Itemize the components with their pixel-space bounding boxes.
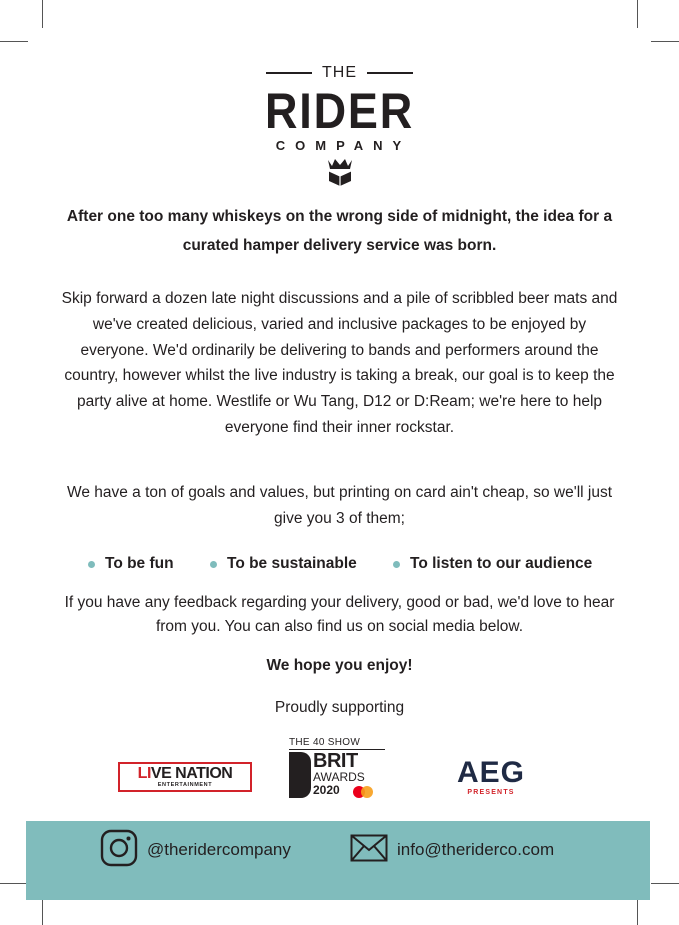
- email-address: info@theriderco.com: [397, 840, 555, 859]
- logo-the-row: [0, 62, 679, 84]
- crop-mark: [0, 41, 28, 42]
- logo-the-text: THE: [322, 64, 357, 81]
- body-paragraph-1: Skip forward a dozen late night discussions and a pile of scribbled beer mats and we've created delicious, varied and inclusive packages to be enjoyed by everyone. We'd ordinarily be delivering to bands and performers around the country, however whilst the live industry is taking a break, our goal is to keep the party alive at home. Westlife or Wu Tang, D12 or D:Ream; we're here to help everyone find their inner rockstar.: [61, 290, 618, 436]
- live-nation-subtitle: ENTERTAINMENT: [157, 781, 213, 788]
- bullet-dot-icon: [210, 561, 217, 568]
- mastercard-icon: [353, 786, 375, 798]
- value-item: [393, 552, 592, 576]
- instagram-icon: [100, 829, 138, 872]
- crop-mark: [0, 883, 28, 884]
- envelope-icon: [350, 834, 388, 867]
- live-nation-logo: [118, 762, 252, 792]
- logo-company-text: COMPANY: [275, 138, 412, 153]
- value-label: To be sustainable: [227, 555, 357, 572]
- brit-awards-word: AWARDS: [313, 770, 365, 784]
- logo-rule-right: [367, 72, 413, 74]
- brit-awards-header: THE 40 SHOW: [289, 737, 385, 750]
- brit-awards-year: 2020: [313, 783, 340, 797]
- value-item: [88, 552, 174, 576]
- value-label: To listen to our audience: [410, 555, 593, 572]
- feedback-paragraph: If you have any feedback regarding your delivery, good or bad, we'd love to hear from you. You can also find us on social media below.: [64, 594, 615, 635]
- bullet-dot-icon: [88, 561, 95, 568]
- intro-statement: After one too many whiskeys on the wrong side of midnight, the idea for a curated hamper delivery service was born.: [66, 208, 613, 254]
- value-item: [210, 552, 357, 576]
- values-list: [0, 552, 679, 576]
- bullet-dot-icon: [393, 561, 400, 568]
- crop-mark: [42, 897, 43, 925]
- crop-mark: [637, 897, 638, 925]
- logo-rule-left: [266, 72, 312, 74]
- instagram-link[interactable]: [100, 831, 291, 869]
- live-nation-wordmark: LIVE NATION: [137, 764, 233, 782]
- rider-company-logo: [0, 62, 679, 192]
- crop-mark: [651, 883, 679, 884]
- crop-mark: [651, 41, 679, 42]
- footer-contact-bar: [26, 821, 650, 900]
- aeg-subtitle: PRESENTS: [467, 789, 515, 796]
- brit-awards-logo: [289, 737, 385, 801]
- crop-mark: [637, 0, 638, 28]
- email-link[interactable]: [350, 831, 554, 869]
- aeg-presents-logo: [445, 757, 537, 797]
- brit-statue-icon: [289, 752, 311, 798]
- crop-mark: [42, 0, 43, 28]
- logo-rider-text: RIDER: [264, 83, 415, 139]
- supporting-label: Proudly supporting: [274, 699, 405, 716]
- value-label: To be fun: [105, 555, 174, 572]
- body-paragraph-2: We have a ton of goals and values, but printing on card ain't cheap, so we'll just give you 3 of them;: [66, 484, 613, 527]
- enjoy-message: We hope you enjoy!: [266, 657, 413, 674]
- crown-box-icon: [0, 157, 679, 192]
- instagram-handle: @theridercompany: [147, 840, 291, 859]
- brit-wordmark: BRIT: [313, 750, 358, 772]
- aeg-wordmark: AEG: [456, 756, 525, 789]
